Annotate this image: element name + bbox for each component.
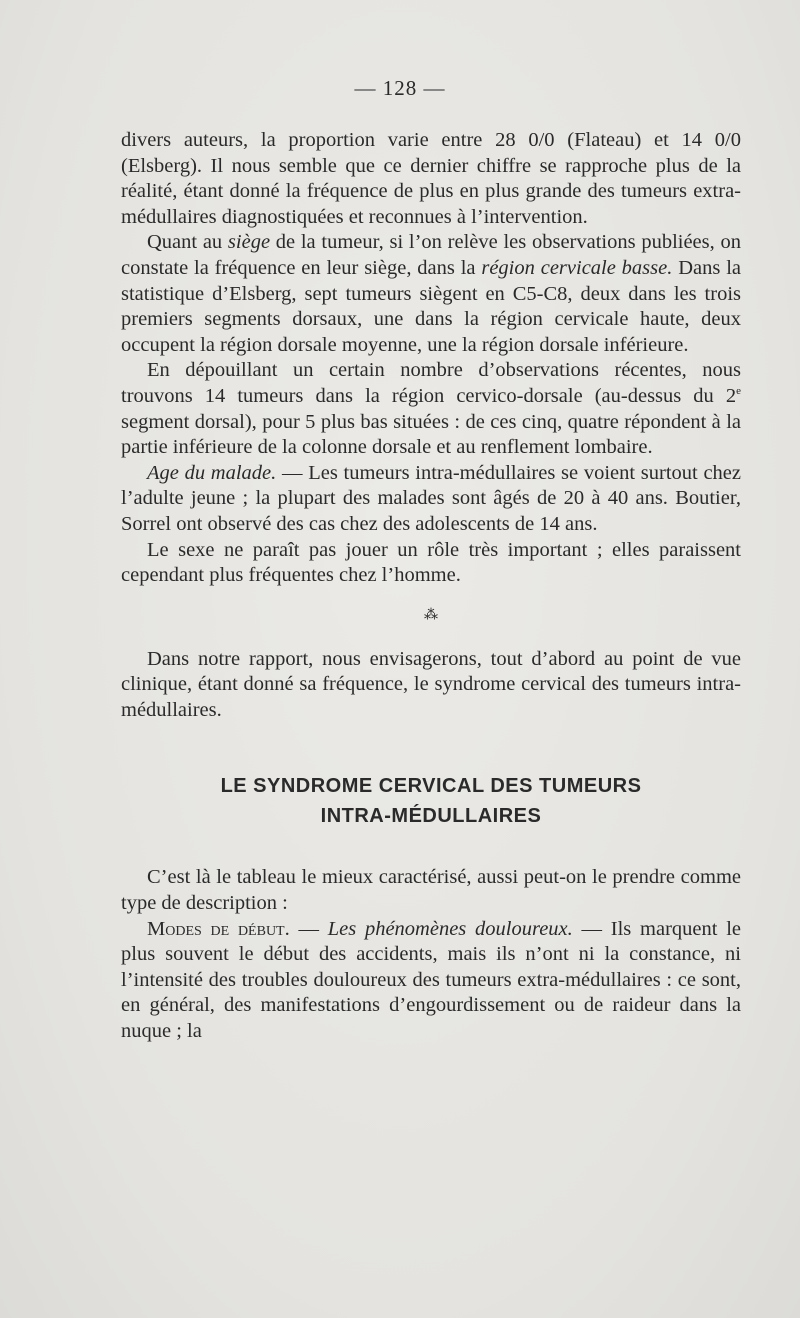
small-caps-term: Modes de début. [147, 917, 290, 940]
section-heading [121, 771, 741, 831]
body-text [121, 128, 741, 1045]
paragraph-text: Dans notre rapport, nous envisagerons, tout d’abord au point de vue clinique, étant donné sa fréquence, le syndrome cervical des tumeurs intra-médullaires. [121, 647, 741, 721]
paragraph-continuation [121, 128, 741, 230]
paragraph-observations [121, 358, 741, 460]
asterism-separator: ⁂ [424, 607, 438, 623]
dash: — [289, 917, 328, 940]
heading-line: INTRA-MÉDULLAIRES [320, 805, 542, 828]
paragraph-text: Le sexe ne paraît pas jouer un rôle très important ; elles paraissent cependant plus fréquentes chez l’homme. [121, 538, 741, 587]
page-number: — 128 — [354, 76, 446, 100]
paragraph-siege [121, 230, 741, 358]
paragraph-text: — Ils marquent le plus souvent le début des accidents, mais ils n’ont ni la constance, ni l’intensité des troubles douloureux des tumeurs extra-médullaires : ce sont, en général, des manifestations d’engourdissement ou de raideur dans la nuque ; la [121, 917, 741, 1043]
italic-term: Les phénomènes douloureux. [327, 917, 573, 940]
paragraph-rapport [121, 647, 741, 724]
italic-term: siège [227, 231, 271, 254]
italic-term: région cervicale basse. [481, 256, 673, 279]
paragraph-text: divers auteurs, la proportion varie entre 28 0/0 (Flateau) et 14 0/0 (Elsberg). Il nous semble que ce dernier chiffre se rapproche plus de la réalité, étant donné la fréquence de plus en plus grande des tumeurs extra-médullaires diagnostiquées et reconnues à l’intervention. [121, 129, 741, 228]
paragraph-tableau [121, 865, 741, 916]
superscript: e [736, 385, 741, 398]
paragraph-text: C’est là le tableau le mieux caractérisé, aussi peut-on le prendre comme type de description : [121, 866, 741, 915]
paragraph-text: En dépouillant un certain nombre d’observations récentes, nous trouvons 14 tumeurs dans la région cervico-dorsale (au-dessus du 2 [121, 359, 741, 407]
paragraph-text: segment dorsal), pour 5 plus bas situées : de ces cinq, quatre répondent à la partie inférieure de la colonne dorsale et au renflement lombaire. [121, 410, 741, 459]
paragraph-modes [121, 917, 741, 1045]
paragraph-text: — Les tumeurs intra-médullaires se voient surtout chez l’adulte jeune ; la plupart des malades sont âgés de 20 à 40 ans. Boutier, Sorrel ont observé des cas chez des adolescents de 14 ans. [121, 461, 741, 535]
italic-term: Age du malade. [147, 461, 277, 484]
paragraph-text: Dans la statistique d’Elsberg, sept tumeurs siègent en C5-C8, deux dans les trois premiers segments dorsaux, une dans la région cervicale haute, deux occupent la région dorsale moyenne, une la région dorsale inférieure. [121, 256, 741, 356]
paragraph-age [121, 461, 741, 538]
heading-line: LE SYNDROME CERVICAL DES TUMEURS [220, 775, 642, 798]
paragraph-text: Quant au [147, 231, 228, 254]
paragraph-sexe [121, 538, 741, 589]
paragraph-text: de la tumeur, si l’on relève les observations publiées, on constate la fréquence en leur siège, dans la [121, 231, 741, 279]
